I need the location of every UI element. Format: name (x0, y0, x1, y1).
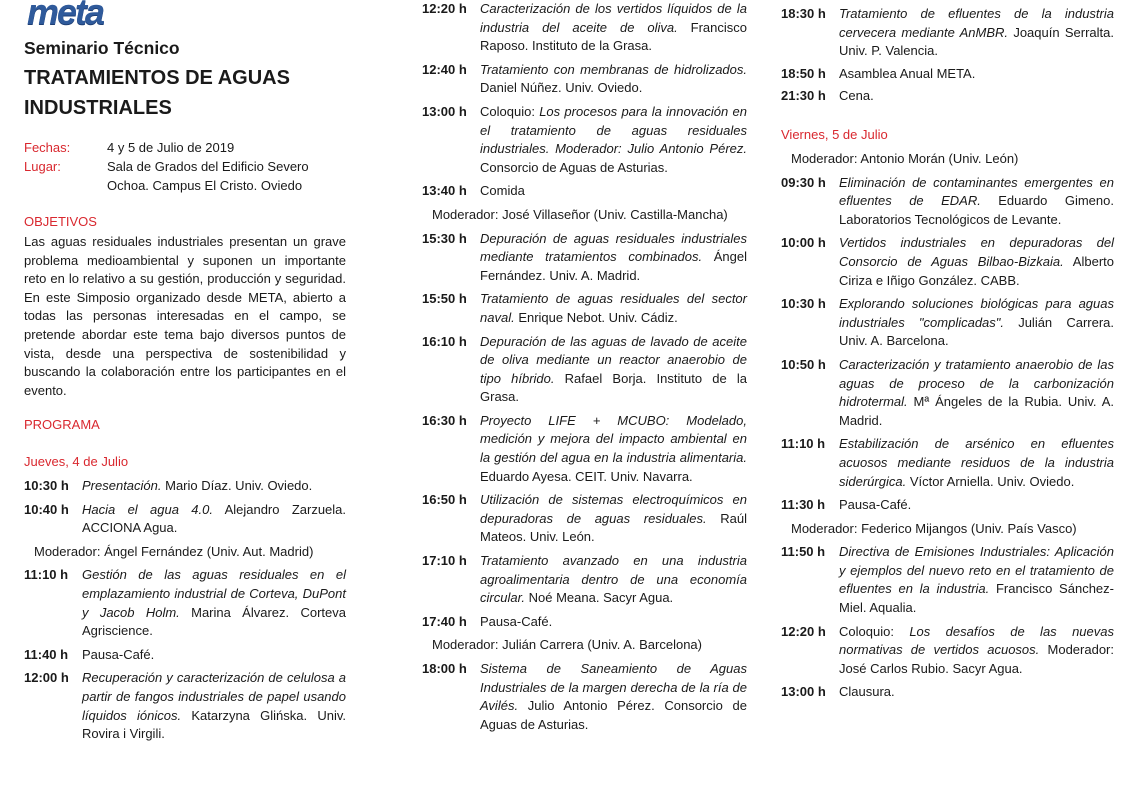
entry-description (839, 87, 1114, 106)
entry-speaker: Moderador: José Carlos Rubio. Sacyr Agua. (839, 642, 1114, 676)
entry-description (480, 552, 747, 608)
entry-speaker: Eduardo Ayesa. CEIT. Univ. Navarra. (480, 468, 693, 484)
entry-speaker: Pausa-Café. (480, 613, 553, 629)
entry-description (82, 477, 346, 496)
schedule-entry (422, 290, 747, 327)
day2-title: Viernes, 5 de Julio (781, 127, 888, 142)
schedule-entry (781, 356, 1114, 430)
moderator-line: Moderador: Julián Carrera (Univ. A. Barcelona) (432, 637, 702, 653)
entry-time: 13:40 h (422, 183, 467, 199)
entry-description (839, 683, 1114, 702)
schedule-entry (24, 566, 346, 640)
entry-time: 13:00 h (781, 684, 826, 700)
entry-time: 12:20 h (781, 623, 826, 639)
entry-speaker: Rafael Borja. Instituto de la Grasa. (480, 370, 748, 405)
entry-description (82, 566, 346, 640)
program-col3-friday (781, 150, 1114, 707)
schedule-entry (781, 5, 1114, 61)
entry-time: 10:40 h (24, 501, 69, 517)
entry-speaker: Francisco Sánchez-Miel. Aqualia. (839, 581, 1114, 616)
entry-title: Los procesos para la innovación en el tratamiento de aguas residuales industriales. Moderador: Julio Antonio Pérez. (480, 103, 747, 157)
entry-time: 13:00 h (422, 103, 467, 119)
schedule-entry (781, 623, 1114, 679)
entry-description (839, 543, 1114, 617)
entry-time: 18:50 h (781, 65, 826, 81)
program-col3-thursday (781, 5, 1114, 110)
entry-time: 11:10 h (24, 567, 69, 583)
entry-time: 11:30 h (781, 497, 826, 513)
dates-row (24, 139, 327, 158)
schedule-entry (781, 87, 1114, 106)
entry-title: Depuración de aguas residuales industriales mediante tratamientos combinados. (480, 230, 747, 265)
entry-speaker: Joaquín Serralta. Univ. P. Valencia. (839, 24, 1114, 59)
moderator-line: Moderador: Ángel Fernández (Univ. Aut. Madrid) (34, 543, 314, 559)
entry-description (839, 496, 1114, 515)
schedule-entry (781, 496, 1114, 515)
entry-description (839, 234, 1114, 290)
entry-description (480, 290, 747, 327)
schedule-entry (781, 683, 1114, 702)
entry-time: 11:50 h (781, 544, 826, 560)
entry-title: Utilización de sistemas electroquímicos en depuradoras de aguas residuales. (480, 492, 747, 526)
schedule-entry (781, 543, 1114, 617)
entry-description (839, 356, 1114, 430)
entry-time: 17:10 h (422, 553, 467, 569)
entry-description (480, 333, 747, 407)
entry-title: Directiva de Emisiones Industriales: Aplicación y ejemplos del nuevo reto en el tratamiento de efluentes en la industria. (839, 544, 1114, 597)
entry-time: 12:00 h (24, 670, 69, 686)
entry-time: 15:50 h (422, 291, 467, 307)
schedule-entry (422, 0, 747, 56)
entry-speaker: Francisco Raposo. Instituto de la Grasa. (480, 19, 747, 54)
objectives-text: Las aguas residuales industriales presentan un grave problema medioambiental y suponen un importante reto en lo relativo a su gestión, producción y seguridad. En este Simposio organizado desde META, abierto a todas las personas interesadas en el campo, se pretende abordar este tema bajo diversos puntos de vista, desde una perspectiva de sostenibilidad y buscando la colaboración entre los participantes en el evento. (24, 234, 346, 398)
entry-speaker: Pausa-Café. (839, 497, 912, 513)
dates-value: 4 y 5 de Julio de 2019 (107, 140, 235, 155)
entry-speaker: Asamblea Anual META. (839, 65, 976, 81)
place-row (24, 158, 327, 195)
entry-time: 18:30 h (781, 6, 826, 21)
entry-title: Tratamiento de efluentes de la industria cervecera mediante AnMBR. (839, 6, 1114, 40)
entry-speaker: Marina Álvarez. Corteva Agriscience. (82, 604, 346, 639)
entry-speaker: Alejandro Zarzuela. ACCIONA Agua. (82, 501, 347, 536)
entry-speaker: Mario Díaz. Univ. Oviedo. (161, 478, 313, 493)
entry-time: 10:30 h (781, 296, 826, 312)
day1-title: Jueves, 4 de Julio (24, 454, 129, 469)
entry-description (82, 646, 346, 665)
entry-speaker: Alberto Ciriza e Iñigo González. CABB. (839, 253, 1114, 288)
dates-label: Fechas: (24, 140, 71, 155)
moderator-line: Moderador: José Villaseñor (Univ. Castilla-Mancha) (432, 206, 728, 222)
entry-description (839, 65, 1114, 84)
entry-time: 18:00 h (422, 661, 467, 676)
entry-title: Los desafíos de las nuevas normativas de vertidos acuosos. (839, 623, 1114, 658)
entry-title: Hacia el agua 4.0. (82, 501, 213, 517)
entry-title: Depuración de las aguas de lavado de aceite de oliva mediante un reactor anaerobio de tipo híbrido. (480, 333, 747, 386)
moderator-line: Moderador: Federico Mijangos (Univ. País Vasco) (791, 520, 1077, 536)
entry-time: 10:00 h (781, 235, 826, 251)
entry-speaker: Raúl Mateos. Univ. León. (480, 510, 747, 545)
entry-speaker: Clausura. (839, 684, 895, 700)
schedule-entry (422, 412, 747, 486)
entry-description (480, 182, 747, 201)
schedule-entry (422, 552, 747, 608)
entry-speaker: Daniel Núñez. Univ. Oviedo. (480, 80, 643, 96)
schedule-entry (422, 660, 747, 734)
schedule-entry (24, 669, 346, 743)
entry-speaker: Víctor Arniella. Univ. Oviedo. (906, 473, 1075, 489)
entry-prefix: Coloquio: (480, 103, 540, 119)
entry-description (480, 230, 747, 286)
schedule-entry (24, 501, 346, 538)
entry-description (480, 0, 747, 56)
entry-time: 09:30 h (781, 174, 826, 190)
entry-description (480, 412, 747, 486)
entry-title: Recuperación y caracterización de celulosa a partir de fangos industriales de papel usando líquidos iónicos. (82, 670, 346, 723)
place-label: Lugar: (24, 159, 61, 174)
entry-title: Tratamiento avanzado en una industria agroalimentaria dentro de una economía circular. (480, 553, 747, 606)
program-col1 (24, 477, 346, 749)
page-title: TRATAMIENTOS DE AGUAS INDUSTRIALES (24, 67, 290, 119)
program-col2 (422, 0, 747, 739)
schedule-entry (422, 333, 747, 407)
schedule-entry (781, 65, 1114, 84)
entry-title: Estabilización de arsénico en efluentes acuosos mediante residuos de la industria siderúrgica. (839, 436, 1114, 489)
schedule-entry (422, 230, 747, 286)
entry-description (480, 660, 747, 734)
entry-time: 16:30 h (422, 412, 467, 428)
entry-title: Tratamiento de aguas residuales del sector naval. (480, 291, 747, 325)
entry-title: Gestión de las aguas residuales en el emplazamiento industrial de Corteva, DuPont y Jacob Holm. (82, 567, 346, 620)
schedule-entry (781, 174, 1114, 230)
schedule-entry (422, 491, 747, 547)
entry-time: 11:10 h (781, 436, 826, 452)
entry-description (480, 491, 747, 547)
entry-speaker: Enrique Nebot. Univ. Cádiz. (514, 309, 678, 325)
entry-title: Explorando soluciones biológicas para aguas industriales "complicadas". (839, 296, 1114, 330)
entry-description (839, 295, 1114, 351)
entry-speaker: Pausa-Café. (82, 646, 155, 662)
entry-time: 16:50 h (422, 492, 467, 508)
schedule-entry (422, 613, 747, 632)
moderator-line: Moderador: Antonio Morán (Univ. León) (791, 151, 1019, 166)
entry-speaker: Julio Antonio Pérez. Consorcio de Aguas de Asturias. (480, 698, 747, 732)
seminar-label: Seminario Técnico (24, 38, 180, 58)
entry-time: 17:40 h (422, 613, 467, 629)
entry-title: Sistema de Saneamiento de Aguas Industriales de la margen derecha de la ría de Avilés. (480, 661, 747, 714)
schedule-entry (781, 295, 1114, 351)
entry-title: Presentación. (82, 478, 162, 493)
entry-title: Caracterización de los vertidos líquidos de la industria del aceite de oliva. (480, 1, 747, 35)
entry-description (839, 5, 1114, 61)
entry-description (82, 501, 346, 538)
objectives-title: OBJETIVOS (24, 214, 97, 229)
entry-speaker: Cena. (839, 88, 874, 104)
entry-speaker: Julián Carrera. Univ. A. Barcelona. (839, 314, 1115, 349)
entry-description (480, 103, 747, 177)
entry-time: 21:30 h (781, 88, 826, 104)
schedule-entry (422, 61, 747, 98)
place-value: Sala de Grados del Edificio Severo Ochoa. Campus El Cristo. Oviedo (107, 159, 309, 193)
entry-speaker: Consorcio de Aguas de Asturias. (480, 159, 668, 175)
entry-time: 12:40 h (422, 61, 467, 77)
entry-description (480, 613, 747, 632)
entry-time: 15:30 h (422, 230, 467, 246)
entry-title: Vertidos industriales en depuradoras del Consorcio de Aguas Bilbao-Bizkaia. (839, 235, 1114, 269)
entry-speaker: Noé Meana. Sacyr Agua. (525, 590, 674, 606)
schedule-entry (781, 435, 1114, 491)
entry-title: Caracterización y tratamiento anaerobio de las aguas de proceso de la carbonización hidrotermal. (839, 356, 1114, 410)
entry-description (82, 669, 346, 743)
schedule-entry (24, 646, 346, 665)
entry-time: 10:50 h (781, 356, 826, 372)
entry-description (839, 174, 1114, 230)
entry-speaker: Comida (480, 183, 525, 199)
schedule-entry (422, 103, 747, 177)
entry-title: Eliminación de contaminantes emergentes en efluentes de EDAR. (839, 174, 1114, 209)
schedule-entry (422, 182, 747, 201)
entry-description (839, 435, 1114, 491)
entry-description (480, 61, 747, 98)
entry-speaker: Eduardo Gimeno. Laboratorios Tecnológicos de Levante. (839, 193, 1114, 227)
entry-time: 12:20 h (422, 1, 467, 16)
entry-prefix: Coloquio: (839, 623, 910, 639)
entry-title: Tratamiento con membranas de hidrolizados. (480, 61, 747, 77)
entry-speaker: Ángel Fernández. Univ. A. Madrid. (480, 249, 747, 283)
program-title: PROGRAMA (24, 417, 100, 432)
meta-logo: meta (27, 0, 104, 32)
entry-time: 10:30 h (24, 478, 69, 493)
entry-title: Proyecto LIFE + MCUBO: Modelado, medición y mejora del impacto ambiental en la gestión del agua en la industria alimentaria. (480, 412, 747, 466)
schedule-entry (781, 234, 1114, 290)
entry-speaker: Mª Ángeles de la Rubia. Univ. A. Madrid. (839, 394, 1114, 428)
entry-time: 16:10 h (422, 333, 467, 349)
schedule-entry (24, 477, 346, 496)
entry-time: 11:40 h (24, 646, 69, 662)
entry-description (839, 623, 1114, 679)
entry-speaker: Katarzyna Glińska. Univ. Rovira i Virgili. (82, 707, 347, 742)
